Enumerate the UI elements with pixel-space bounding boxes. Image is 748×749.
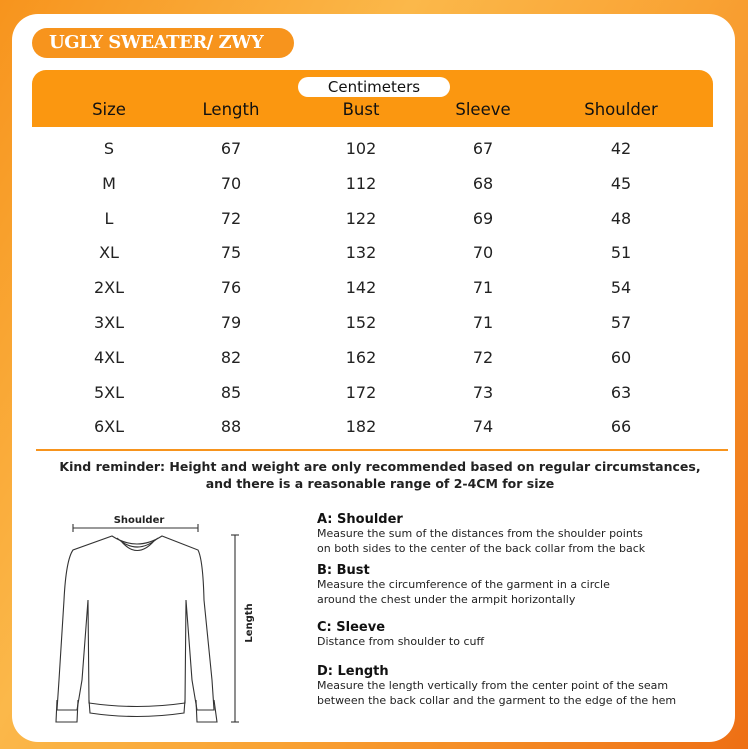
description-text: Measure the circumference of the garment in a circle xyxy=(317,578,610,591)
description-text: on both sides to the center of the back collar from the back xyxy=(317,541,646,555)
table-cell: 82 xyxy=(220,347,242,367)
table-cell: 45 xyxy=(610,173,632,193)
table-cell: 57 xyxy=(610,313,632,332)
table-cell: 73 xyxy=(472,382,494,402)
table-cell: 79 xyxy=(220,313,242,332)
unit-label: Centimeters xyxy=(298,77,450,97)
table-cell: 74 xyxy=(472,417,494,437)
column-header: Shoulder xyxy=(584,100,658,119)
shoulder-label: Shoulder xyxy=(113,515,165,526)
table-cell: 69 xyxy=(472,208,494,228)
table-cell: S xyxy=(103,139,115,158)
table-cell: 75 xyxy=(220,243,242,263)
description-title: A: Shoulder xyxy=(317,512,403,527)
table-cell: 4XL xyxy=(93,347,125,367)
table-cell: 112 xyxy=(345,173,377,193)
description-title: C: Sleeve xyxy=(317,620,386,635)
table-cell: 70 xyxy=(220,173,242,193)
description-text: around the chest under the armpit horizontally xyxy=(317,592,576,606)
table-cell: 66 xyxy=(610,417,632,437)
description-text: Measure the sum of the distances from the shoulder points xyxy=(317,527,643,540)
table-cell: 172 xyxy=(345,382,377,402)
table-cell: L xyxy=(104,208,114,228)
table-cell: 70 xyxy=(472,243,494,263)
description-item xyxy=(317,620,717,650)
table-cell: 162 xyxy=(345,347,377,367)
description-title: D: Length xyxy=(317,664,389,679)
table-cell: 72 xyxy=(220,208,242,228)
column-header: Sleeve xyxy=(455,100,511,119)
table-cell: 63 xyxy=(610,382,632,402)
column-header: Length xyxy=(202,100,260,119)
table-cell: 76 xyxy=(220,278,242,298)
table-cell: 54 xyxy=(610,278,632,298)
length-label: Length xyxy=(244,603,255,643)
table-cell: 3XL xyxy=(93,313,125,332)
product-title-badge: UGLY SWEATER/ ZWY xyxy=(32,28,294,58)
table-cell: M xyxy=(102,173,116,193)
table-cell: 51 xyxy=(610,243,632,263)
table-cell: 132 xyxy=(345,243,377,263)
column-header: Bust xyxy=(342,100,380,119)
table-cell: 42 xyxy=(610,139,632,158)
table-cell: 60 xyxy=(610,347,632,367)
table-cell: 85 xyxy=(220,382,242,402)
table-cell: 68 xyxy=(472,173,494,193)
description-text: Distance from shoulder to cuff xyxy=(317,635,485,648)
table-cell: 67 xyxy=(220,139,242,158)
description-item xyxy=(317,512,717,556)
table-cell: 2XL xyxy=(93,278,125,298)
table-cell: 88 xyxy=(220,417,242,437)
table-cell: 48 xyxy=(610,208,632,228)
table-cell: 102 xyxy=(345,139,377,158)
table-cell: 6XL xyxy=(93,417,125,437)
table-cell: 142 xyxy=(345,278,377,298)
table-cell: XL xyxy=(99,243,119,263)
table-cell: 71 xyxy=(472,313,494,332)
sweater-icon xyxy=(56,524,239,722)
note-line: and there is a reasonable range of 2-4CM for size xyxy=(205,476,555,491)
table-cell: 152 xyxy=(345,313,377,332)
description-item xyxy=(317,563,717,607)
table-cell: 182 xyxy=(345,417,377,437)
column-header: Size xyxy=(92,100,126,119)
note-line: Kind reminder: Height and weight are only recommended based on regular circumstances, xyxy=(59,459,701,474)
description-text: Measure the length vertically from the center point of the seam xyxy=(317,679,669,692)
table-cell: 71 xyxy=(472,278,494,298)
table-cell: 67 xyxy=(472,139,494,158)
description-text: between the back collar and the garment to the edge of the hem xyxy=(317,693,677,707)
table-cell: 122 xyxy=(345,208,377,228)
description-title: B: Bust xyxy=(317,563,370,578)
table-cell: 5XL xyxy=(93,382,125,402)
table-cell: 72 xyxy=(472,347,494,367)
description-item xyxy=(317,664,717,708)
